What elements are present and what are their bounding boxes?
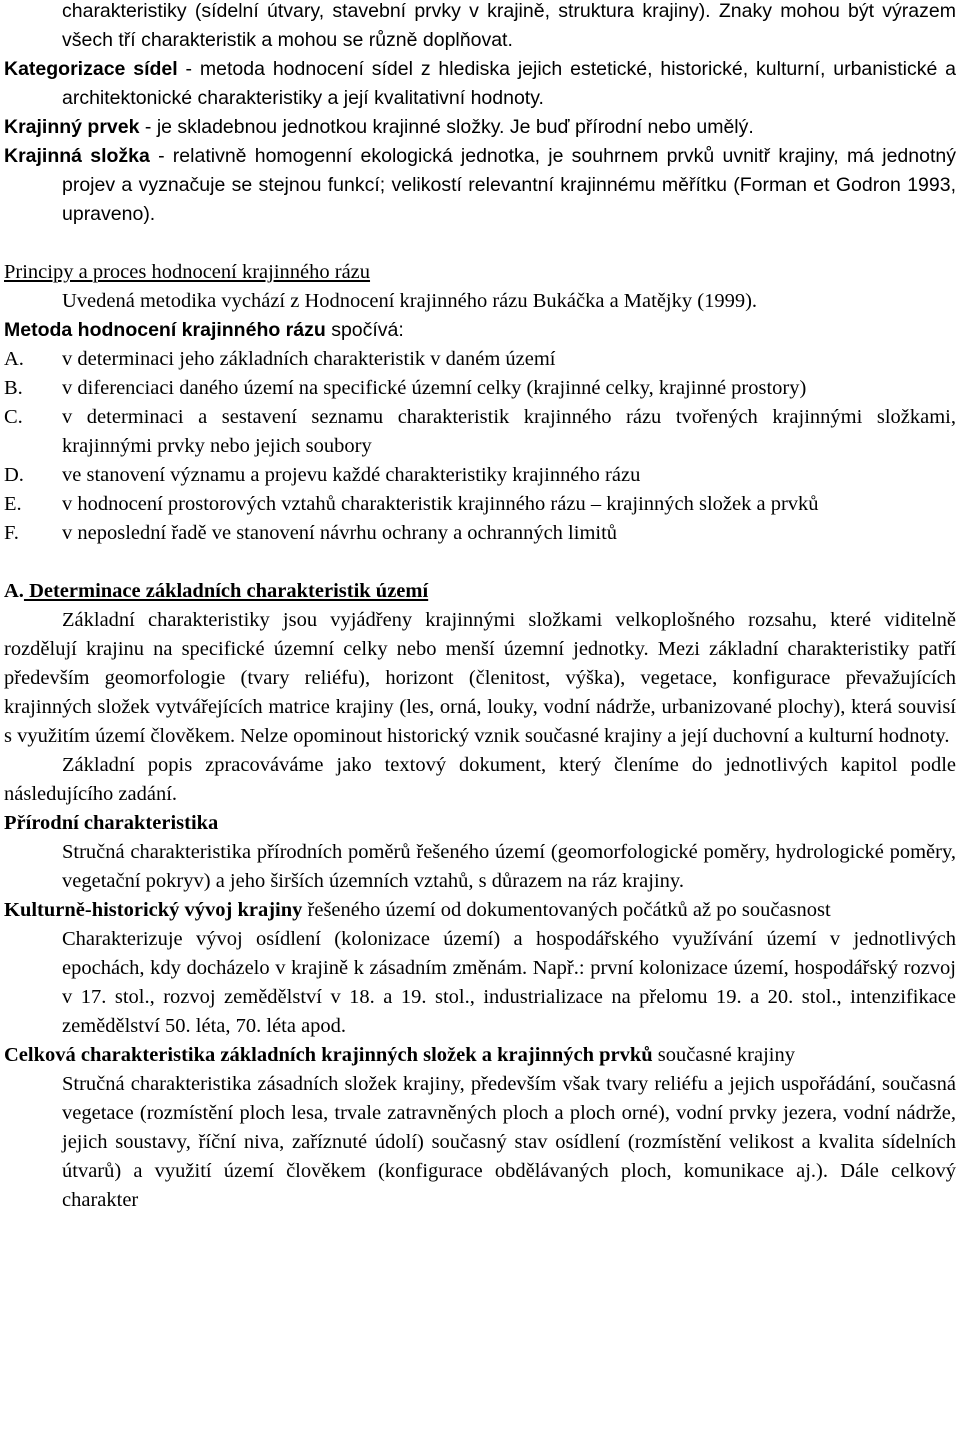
- prirodni-text: Stručná charakteristika přírodních poměrů řešeného území (geomorfologické poměry, hydrologické poměry, vegetační pokryv) a jeho širších územních vztahů, s důrazem na ráz krajiny.: [62, 841, 956, 892]
- list-item: A. v determinaci jeho základních charakteristik v daném území: [4, 348, 556, 370]
- kulturne-text: Charakterizuje vývoj osídlení (kolonizace území) a hospodářského využívání území v jednotlivých epochách, kdy docházelo v krajině k zásadním změnám. Např.: první kolonizace území, hospodářský rozvoj v 17. stol., rozvoj zemědělství v 18. a 19. stol., industrializace na přelomu 19. a 20. stol., intenzifikace zemědělství 50. léta, 70. léta apod.: [62, 928, 956, 1037]
- term-krajinny-prvek: Krajinný prvek: [4, 116, 140, 138]
- heading-section-a: A. Determinace základních charakteristik území: [4, 580, 429, 602]
- term-krajinna-slozka: Krajinná složka: [4, 145, 150, 167]
- list-item: D. ve stanovení významu a projevu každé charakteristiky krajinného rázu: [4, 464, 641, 486]
- definition-krajinny-prvek: Krajinný prvek - je skladebnou jednotkou krajinné složky. Je buď přírodní nebo umělý.: [4, 116, 754, 138]
- celkova-text: Stručná charakteristika zásadních složek krajiny, především však tvary reliéfu a jejich uspořádání, současná vegetace (rozmístění ploch lesa, trvale zatravněných ploch a ploch orné), vodní prvky jezera, vodní nádrže, jejich soustavy, říční niva, zaříznuté údolí) současný stav osídlení (rozmístění velikost a kvalita sídelních útvarů) a využití území člověkem (konfigurace obdělávaných ploch, komunikace aj.). Dále celkový charakter: [62, 1073, 956, 1211]
- heading-celkova: Celková charakteristika základních krajinných složek a krajinných prvků současné krajiny: [4, 1044, 795, 1066]
- intro-continuation: charakteristiky (sídelní útvary, stavební prvky v krajině, struktura krajiny). Znaky mohou být výrazem všech tří charakteristik a mohou se různě doplňovat.: [62, 0, 956, 51]
- section-a-paragraph-1: Základní charakteristiky jsou vyjádřeny krajinnými složkami velkoplošného rozsahu, které viditelně rozdělují krajinu na specifické územní celky nebo menší územní jednotky. Mezi základní charakteristiky patří především geomorfologie (tvary reliéfu), horizont (členitost, výška), vegetace, konfigurace převažujících krajinných složek vytvářejících matrice krajiny (les, orná, louky, vodní nádrže, urbanizované plochy), která souvisí s využitím území člověkem. Nelze opominout historický vznik současné krajiny a její duchovní a kulturní hodnoty.: [4, 609, 956, 747]
- spacer: [4, 548, 956, 577]
- source-note: Uvedená metodika vychází z Hodnocení krajinného rázu Bukáčka a Matějky (1999).: [62, 290, 758, 312]
- heading-kulturne-historicky: Kulturně-historický vývoj krajiny řešeného území od dokumentovaných počátků až po současnost: [4, 899, 831, 921]
- method-steps-list: [4, 345, 956, 548]
- list-item: F. v neposlední řadě ve stanovení návrhu ochrany a ochranných limitů: [4, 522, 618, 544]
- list-item: E. v hodnocení prostorových vztahů charakteristik krajinného rázu – krajinných složek a prvků: [4, 493, 819, 515]
- heading-principy: Principy a proces hodnocení krajinného rázu: [4, 261, 371, 283]
- spacer: [4, 229, 956, 258]
- heading-prirodni: Přírodní charakteristika: [4, 812, 219, 834]
- definition-kategorizace: Kategorizace sídel - metoda hodnocení sídel z hlediska jejich estetické, historické, kulturní, urbanistické a architektonické charakteristiky a její kvalitativní hodnoty.: [4, 58, 956, 109]
- document-page: [4, 0, 956, 1215]
- method-intro: Metoda hodnocení krajinného rázu spočívá:: [4, 319, 404, 341]
- section-a-paragraph-2: Základní popis zpracováváme jako textový dokument, který členíme do jednotlivých kapitol podle následujícího zadání.: [4, 754, 956, 805]
- list-item: B. v diferenciaci daného území na specifické územní celky (krajinné celky, krajinné prostory): [4, 377, 807, 399]
- list-item: C. v determinaci a sestavení seznamu charakteristik krajinného rázu tvořených krajinnými složkami, krajinnými prvky nebo jejich soubory: [4, 406, 956, 457]
- term-kategorizace: Kategorizace sídel: [4, 58, 178, 80]
- definition-krajinna-slozka: Krajinná složka - relativně homogenní ekologická jednotka, je souhrnem prvků uvnitř krajiny, má jednotný projev a vyznačuje se stejnou funkcí; velikostí relevantní krajinnému měřítku (Forman et Godron 1993, upraveno).: [4, 145, 956, 225]
